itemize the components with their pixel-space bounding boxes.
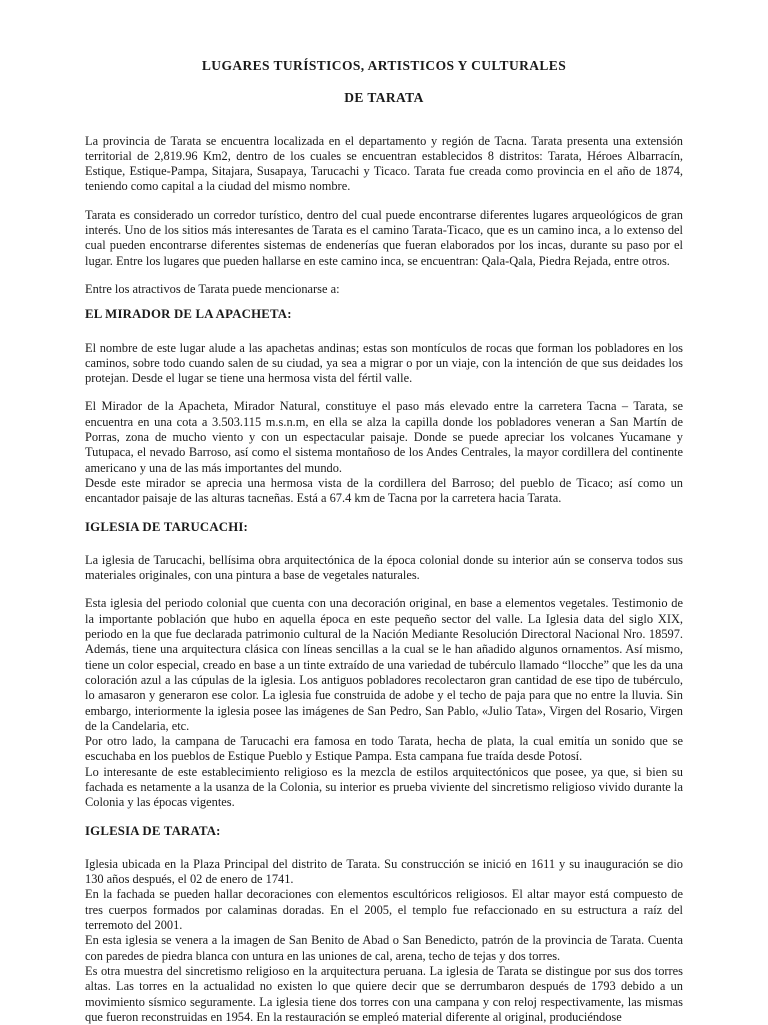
section-heading-mirador: EL MIRADOR DE LA APACHETA: bbox=[85, 307, 292, 322]
document-subtitle: DE TARATA bbox=[344, 90, 424, 106]
section-paragraph: Esta iglesia del periodo colonial que cuenta con una decoración original, en base a elementos vegetales. Testimonio de la importante población que hubo en aquella época en este pequeño sector del valle. La Iglesia data del siglo XIX, periodo en la que fue declarada patrimonio cultural de la Nación Mediante Resolución Directoral Nacional Nro. 18597. Además, tiene una arquitectura clásica con líneas sencillas a la cual se le han añadido algunos ornamentos. Así mismo, tiene un color especial, creado en base a un tinte extraído de una variedad de tubérculo llamado “llocche” que les da una coloración azul a las cúpulas de la iglesia. Los antiguos pobladores recolectaron gran cantidad de ese tipo de tubérculo, lo amasaron y generaron ese color. La iglesia fue construida de adobe y el techo de paja para que no entre la lluvia. Sin embargo, interiormente la iglesia posee las imágenes de San Pedro, San Pablo, «Julio Tata», Virgen del Rosario, Virgen de la Candelaria, etc. bbox=[85, 596, 683, 733]
intro-paragraph: Tarata es considerado un corredor turístico, dentro del cual puede encontrarse diferentes lugares arqueológicos de gran interés. Uno de los sitios más interesantes de Tarata es el camino Tarata-Ticaco, que es un camino inca, a lo extenso del cual pueden encontrarse diferentes sistemas de endenerías que fueran elaborados por los incas, durante su paso por el lugar. Entre los lugares que pueden hallarse en este camino inca, se encuentran: Qala-Qala, Piedra Rejada, entre otros. bbox=[85, 207, 683, 268]
section-paragraph: Por otro lado, la campana de Tarucachi era famosa en todo Tarata, hecha de plata, la cual emitía un sonido que se escuchaba en los pueblos de Estique Pueblo y Estique Pampa. Esta campana fue traída desde Potosí. bbox=[85, 734, 683, 764]
section-paragraph: Iglesia ubicada en la Plaza Principal del distrito de Tarata. Su construcción se inició en 1611 y su inauguración se dio 130 años después, el 02 de enero de 1741. bbox=[85, 856, 683, 887]
section-heading-iglesia-tarata: IGLESIA DE TARATA: bbox=[85, 823, 221, 838]
section-paragraph: En esta iglesia se venera a la imagen de San Benito de Abad o San Benedicto, patrón de la provincia de Tarata. Cuenta con paredes de piedra blanca con untura en las uniones de cal, arena, techo de tejas y dos torres. bbox=[85, 933, 683, 963]
section-paragraph: Desde este mirador se aprecia una hermosa vista de la cordillera del Barroso; del pueblo de Ticaco; así como un encantador paisaje de las alturas tacneñas. Está a 67.4 km de Tacna por la carretera hacia Tarata. bbox=[85, 475, 683, 506]
intro-paragraph: Entre los atractivos de Tarata puede mencionarse a: bbox=[85, 281, 340, 296]
section-paragraph: En la fachada se pueden hallar decoraciones con elementos escultóricos religiosos. El altar mayor está compuesto de tres cuerpos formados por calaminas doradas. En el 2005, el templo fue refaccionado en su estructura a raíz del terremoto del 2001. bbox=[85, 887, 683, 933]
section-paragraph: Es otra muestra del sincretismo religioso en la arquitectura peruana. La iglesia de Tarata se distingue por sus dos torres altas. Las torres en la actualidad no existen lo que quiere decir que se derrumbaron después de 1793 debido a un movimiento sísmico seguramente. La iglesia tiene dos torres con una campana y con reloj respectivamente, las mismas que fueron reconstruidas en 1954. En la restauración se empleó material diferente al original, produciéndose bbox=[85, 963, 683, 1024]
section-paragraph: La iglesia de Tarucachi, bellísima obra arquitectónica de la época colonial donde su interior aún se conserva todos sus materiales originales, con una pintura a base de vegetales naturales. bbox=[85, 552, 683, 583]
document-title: LUGARES TURÍSTICOS, ARTISTICOS Y CULTURALES bbox=[201, 58, 567, 73]
section-paragraph: Lo interesante de este establecimiento religioso es la mezcla de estilos arquitectónicos que posee, ya que, si bien su fachada es netamente a la usanza de la Colonia, su interior es prueba viviente del sincretismo religioso vivido durante la Colonia y las épocas vigentes. bbox=[85, 764, 683, 810]
section-heading-iglesia-tarucachi: IGLESIA DE TARUCACHI: bbox=[85, 519, 249, 534]
section-paragraph: El nombre de este lugar alude a las apachetas andinas; estas son montículos de rocas que forman los pobladores en los caminos, sobre todo cuando salen de su ciudad, ya sea a migrar o por un viaje, con la intención de que sus deidades los protejan. Desde el lugar se tiene una hermosa vista del fértil valle. bbox=[85, 340, 683, 386]
section-paragraph: El Mirador de la Apacheta, Mirador Natural, constituye el paso más elevado entre la carretera Tacna – Tarata, se encuentra en una cota a 3.503.115 m.s.n.m, en ella se alza la capilla donde los pobladores veneran a San Martín de Porras, zona de mucho viento y con un espectacular paisaje. Donde se puede apreciar los volcanes Yucamane y Tutupaca, el nevado Barroso, así como el sistema montañoso de los Andes Centrales, la mayor cordillera del continente americano y una de las más importantes del mundo. bbox=[85, 399, 683, 475]
intro-paragraph: La provincia de Tarata se encuentra localizada en el departamento y región de Tacna. Tarata presenta una extensión territorial de 2,819.96 Km2, dentro de los cuales se encuentran establecidos 8 distritos: Tarata, Héroes Albarracín, Estique, Estique-Pampa, Sitajara, Susapaya, Tarucachi y Ticaco. Tarata fue creada como provincia en el año de 1874, teniendo como capital a la ciudad del mismo nombre. bbox=[85, 133, 683, 194]
